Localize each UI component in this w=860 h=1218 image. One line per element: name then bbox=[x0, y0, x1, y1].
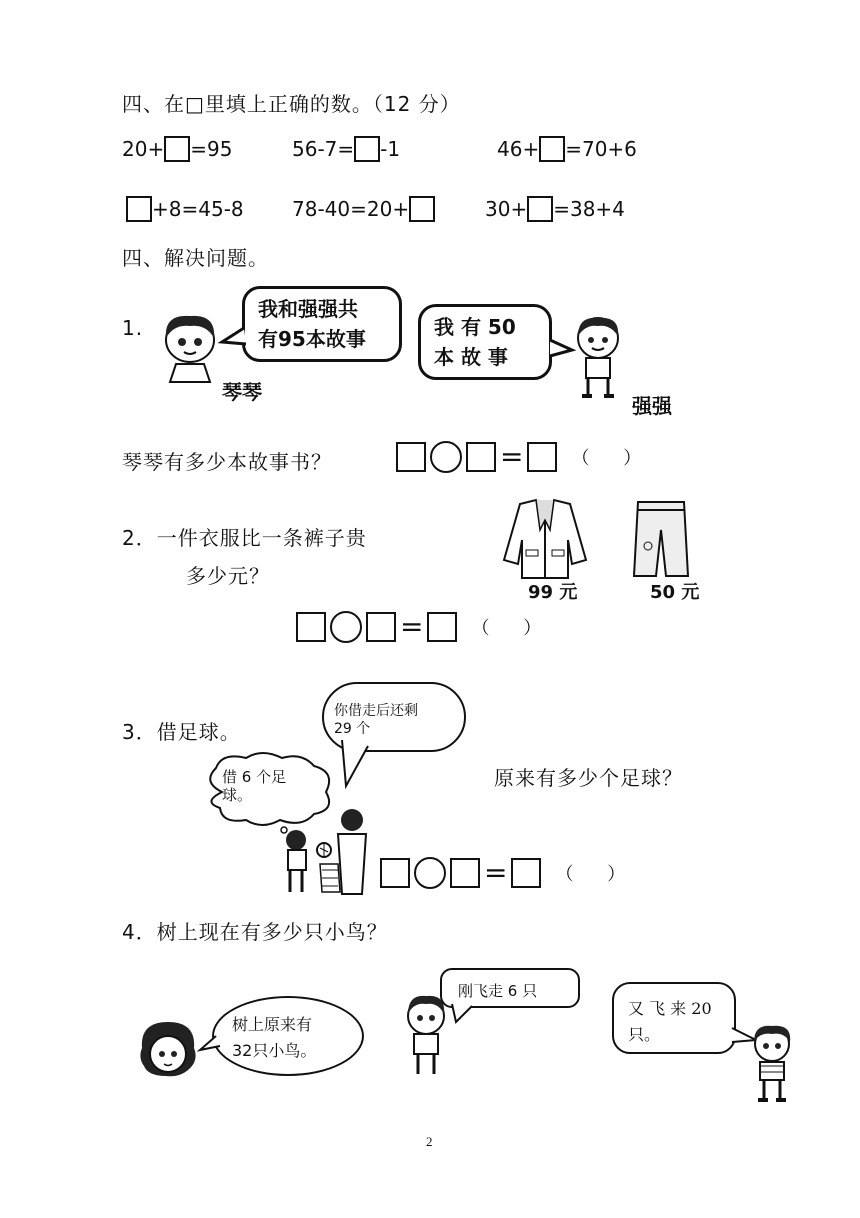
bubble-text-qiangqiang bbox=[434, 312, 516, 372]
answer-box[interactable] bbox=[126, 196, 152, 222]
eq-text: +8=45-8 bbox=[152, 197, 244, 221]
equals-sign: = bbox=[500, 440, 524, 473]
q3-question: 原来有多少个足球？ bbox=[494, 766, 683, 790]
eq-text: 30+ bbox=[485, 197, 528, 221]
q3-title: 3．借足球。 bbox=[122, 720, 241, 744]
bubble-line: 我 有 50 bbox=[434, 315, 516, 339]
eq-text: =38+4 bbox=[553, 197, 625, 221]
jacket-icon bbox=[500, 500, 590, 580]
bubble-text-originally bbox=[232, 1012, 316, 1064]
answer-box[interactable] bbox=[380, 858, 410, 888]
bubble-text-flew-away: 刚飞走 6 只 bbox=[458, 982, 538, 1000]
section-title-problems: 四、解决问题。 bbox=[122, 246, 269, 270]
bubble-line: 32只小鸟。 bbox=[232, 1041, 317, 1060]
equals-sign: = bbox=[484, 856, 508, 889]
answer-box[interactable] bbox=[164, 136, 190, 162]
equation-6 bbox=[485, 196, 625, 222]
operator-circle[interactable] bbox=[330, 611, 362, 643]
eq-text: -1 bbox=[380, 137, 401, 161]
bubble-line: 29 个 bbox=[334, 721, 371, 737]
answer-box[interactable] bbox=[354, 136, 380, 162]
equals-sign: = bbox=[400, 610, 424, 643]
price-pants: 50 元 bbox=[650, 582, 700, 603]
girl-face-illustration bbox=[136, 1018, 206, 1082]
bubble-tail bbox=[220, 328, 250, 348]
name-qinqin: 琴琴 bbox=[222, 380, 262, 404]
bubble-tail bbox=[198, 1036, 222, 1056]
bubble-tail bbox=[338, 740, 378, 790]
bubble-line: 我和强强共 bbox=[258, 297, 358, 321]
answer-box[interactable] bbox=[527, 442, 557, 472]
name-qiangqiang: 强强 bbox=[632, 394, 672, 418]
answer-box[interactable] bbox=[539, 136, 565, 162]
answer-box[interactable] bbox=[427, 612, 457, 642]
q1-number: 1. bbox=[122, 316, 144, 340]
bubble-line: 借 6 个足 bbox=[222, 768, 287, 786]
equation-4 bbox=[126, 196, 244, 222]
boy-illustration-right bbox=[744, 1020, 804, 1104]
q1-answer-equation bbox=[396, 440, 655, 473]
bubble-text-qinqin bbox=[258, 294, 366, 354]
bubble-line: 本 故 事 bbox=[434, 345, 508, 369]
operator-circle[interactable] bbox=[430, 441, 462, 473]
bubble-line: 只。 bbox=[628, 1025, 661, 1044]
eq-text: 46+ bbox=[497, 137, 540, 161]
answer-box[interactable] bbox=[409, 196, 435, 222]
answer-box[interactable] bbox=[450, 858, 480, 888]
price-jacket: 99 元 bbox=[528, 582, 578, 603]
q2-line1: 2．一件衣服比一条裤子贵 bbox=[122, 526, 367, 550]
bubble-tail bbox=[448, 1004, 478, 1024]
eq-text: 78-40=20+ bbox=[292, 197, 410, 221]
q3-answer-equation bbox=[380, 856, 639, 889]
q2-answer-equation bbox=[296, 610, 555, 643]
bubble-text-borrow bbox=[222, 768, 286, 804]
bubble-text-remaining bbox=[334, 702, 418, 738]
answer-box[interactable] bbox=[511, 858, 541, 888]
unit-paren: （ ） bbox=[555, 863, 640, 885]
bubble-line: 你借走后还剩 bbox=[334, 703, 418, 719]
unit-paren: （ ） bbox=[471, 617, 556, 639]
borrow-ball-illustration bbox=[272, 808, 382, 898]
section-title-fill-boxes: 四、在□里填上正确的数。（12 分） bbox=[122, 92, 461, 116]
answer-box[interactable] bbox=[366, 612, 396, 642]
q1-question: 琴琴有多少本故事书？ bbox=[122, 450, 332, 474]
answer-box[interactable] bbox=[296, 612, 326, 642]
q2-line2: 多少元？ bbox=[186, 564, 270, 588]
page-number: 2 bbox=[426, 1134, 433, 1149]
answer-box[interactable] bbox=[396, 442, 426, 472]
bubble-line: 树上原来有 bbox=[232, 1015, 313, 1034]
equation-3 bbox=[497, 136, 637, 162]
bubble-text-flew-back bbox=[628, 996, 712, 1048]
equation-1 bbox=[122, 136, 232, 162]
eq-text: 20+ bbox=[122, 137, 165, 161]
operator-circle[interactable] bbox=[414, 857, 446, 889]
eq-text: =70+6 bbox=[565, 137, 637, 161]
boy-qiangqiang-illustration bbox=[568, 312, 628, 402]
unit-paren: （ ） bbox=[571, 447, 656, 469]
answer-box[interactable] bbox=[466, 442, 496, 472]
girl-qinqin-illustration bbox=[152, 308, 232, 388]
eq-text: 56-7= bbox=[292, 137, 355, 161]
pants-icon bbox=[632, 500, 692, 580]
q4-title: 4．树上现在有多少只小鸟？ bbox=[122, 920, 388, 944]
equation-5 bbox=[292, 196, 435, 222]
eq-text: =95 bbox=[190, 137, 233, 161]
bubble-line: 有95本故事 bbox=[258, 327, 366, 351]
answer-box[interactable] bbox=[527, 196, 553, 222]
bubble-line: 又 飞 来 20 bbox=[628, 999, 712, 1018]
equation-2 bbox=[292, 136, 400, 162]
bubble-line: 球。 bbox=[222, 786, 253, 804]
